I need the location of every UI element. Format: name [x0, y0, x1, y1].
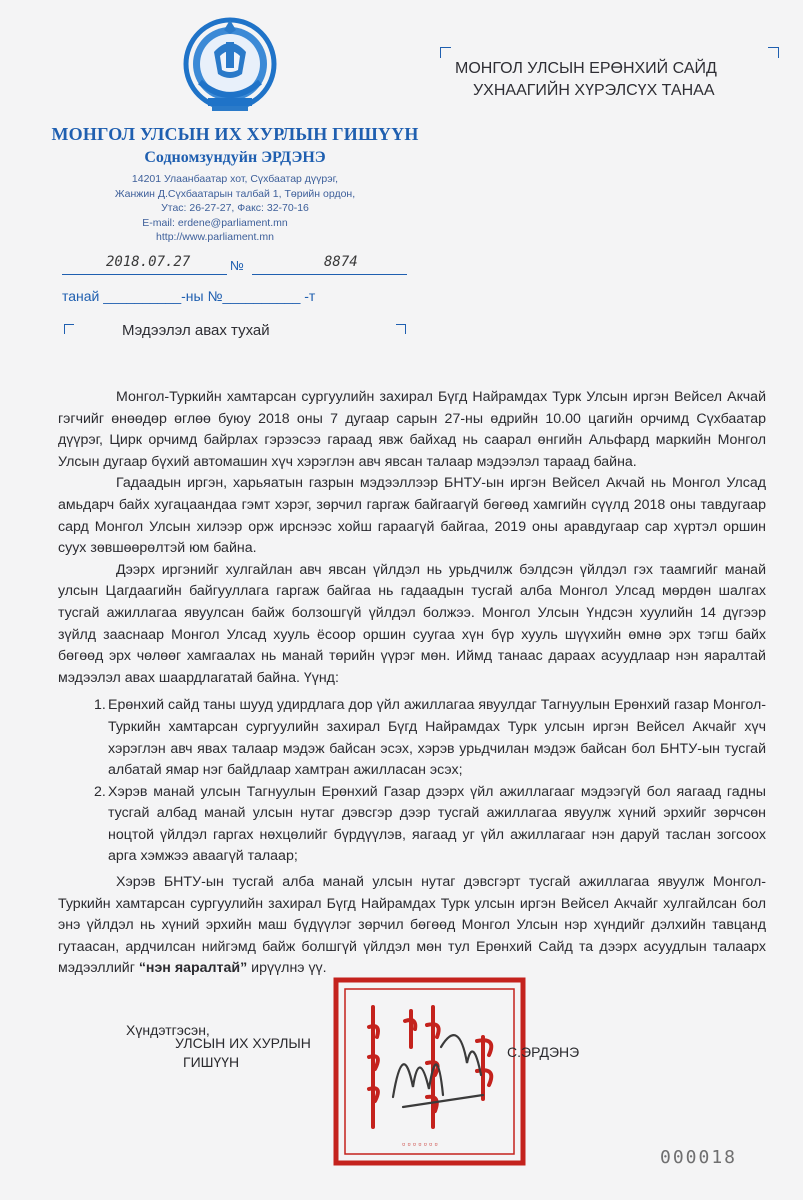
state-emblem-icon — [180, 12, 280, 122]
address-email: E-mail: erdene@parliament.mn — [142, 216, 288, 229]
letter-body — [58, 387, 766, 980]
date-underline — [62, 274, 227, 275]
official-stamp-icon — [333, 977, 526, 1166]
address-line: Жанжин Д.Сүхбаатарын талбай 1, Төрийн ордон, — [114, 187, 356, 200]
number-label: № — [230, 258, 244, 273]
recipient-block — [445, 58, 775, 102]
signatory-title — [175, 1034, 311, 1072]
address-line: 14201 Улаанбаатар хот, Сүхбаатар дүүрэг, — [131, 173, 339, 185]
body-paragraph — [58, 872, 766, 980]
urgent-emphasis: “нэн яаралтай” — [138, 960, 248, 977]
reference-line — [62, 256, 407, 276]
address-line: Утас: 26-27-27, Факс: 32-70-16 — [161, 202, 309, 214]
closing-paragraph-start: Хэрэв БНТУ-ын тусгай алба манай улсын нутаг дэвсгэрт тусгай ажиллагаа явуулж Монгол-Туркийн хамтарсан сургуулийн захирал Бүгд Найрамдах Турк улсын иргэн Вейсел Акчайг хулгайлсан бол энэ үйлдэл нь хүний эрхийн маш бүдүүлэг зөрчил бөгөөд Монгол Улсын нэр хүндийг дэлхийн тавцанд гутаасан, ардчилсан нийгэмд байж болшгүй үйлдэл мөн тул Ерөнхий Сайд та дээрх асуудлын талаарх мэдээллийг — [58, 874, 766, 977]
closing-paragraph-end: ирүүлнэ үү. — [247, 960, 327, 977]
handwritten-number: 8874 — [324, 254, 358, 270]
body-paragraph: Дээрх иргэнийг хулгайлан авч явсан үйлдэл нь урьдчилж бэлдсэн үйлдэл гэх таамгийг манай улсын Цагдаагийн байгууллага гаргаж байгаа нь гадаадын тусгай алба Монгол Улсад мөрдөн шалгах тусгай ажиллагаа явуулсан байж болзошгүй үйлдэл болжээ. Монгол Улсын Үндсэн хуулийн 14 дүгээр зүйлд зааснаар Монгол Улсад хууль ёсоор оршин суугаа хүн бүр хууль шүүхийн өмнө эрх тэгш байх бөгөөд эрх чөлөөг хамгаалах нь манай төрийн үүрэг мөн. Иймд танаас дараах асуудлаар нэн яаралтай мэдээлэл авах шаардлагатай байна. Үүнд: — [58, 561, 766, 686]
question-text: Хэрэв манай улсын Тагнуулын Ерөнхий Газар дээрх үйл ажиллагааг мэдээгүй бол яагаад гадны тусгай албад манай улсын нутаг дэвсгэр дээр тусгай ажиллагаа явуулж хүний эрхийг зөрчсөн ноцтой үйлдэл гаргах нөхцөлийг бүрдүүлэв, яагаад уг үйл ажиллагааг нэн даруй таслан зогсоох арга хэмжээ аваагүй талаар; — [108, 783, 766, 865]
signatory-title-line-2: ГИШҮҮН — [183, 1054, 240, 1070]
document-serial: 000018 — [660, 1147, 738, 1168]
question-number: 2. — [94, 783, 106, 800]
recipient-corner-right — [768, 47, 779, 58]
recipient-corner-left — [440, 47, 451, 58]
recipient-line-2: УХНААГИЙН ХҮРЭЛСҮХ ТАНАА — [473, 82, 715, 99]
regards: Хүндэтгэсэн, — [126, 1022, 210, 1038]
question-list — [58, 695, 766, 868]
subject-corner-right — [396, 324, 406, 334]
body-paragraph: Монгол-Туркийн хамтарсан сургуулийн захирал Бүгд Найрамдах Турк Улсын иргэн Вейсел Акчай гэгчийг өнөөдөр өглөө буюу 2018 оны 7 дугаар сарын 27-ны өдрийн 10.00 цагийн орчимд Сүхбаатар дүүрэг, Цирк орчимд байрлах гэрээсээ гараад явж байхад нь саарал өнгийн Альфард маркийн Монгол Улсын дугаар бүхий автомашин хүч хэрэглэн авч явсан талаар мэдээлэл тараад байна. — [58, 389, 766, 470]
subject-corner-left — [64, 324, 74, 334]
signatory-name: С.ЭРДЭНЭ — [507, 1044, 580, 1060]
subject-line: Мэдээлэл авах тухай — [122, 322, 270, 339]
question-item — [58, 782, 766, 868]
your-reference-text: танай __________-ны №__________ -т — [62, 288, 316, 304]
address-website: http://www.parliament.mn — [156, 231, 274, 243]
letterhead-address — [0, 172, 470, 245]
letterhead-person: Содномзундуйн ЭРДЭНЭ — [144, 149, 326, 166]
body-paragraph: Гадаадын иргэн, харьяатын газрын мэдээллээр БНТУ-ын иргэн Вейсел Акчай нь Монгол Улсад амьдарч байх хугацаандаа гэмт хэрэг, зөрчил гаргаж байгаагүй бөгөөд хамгийн сүүлд 2018 оны тавдугаар сард Монгол Улсын хилээр орж ирснээс хойш гараагүй байгаа, 2019 оны аравдугаар сар хүртэл оршин суух зөвшөөрөлтэй юм байна. — [58, 475, 766, 557]
svg-text:▫▫▫▫▫▫▫: ▫▫▫▫▫▫▫ — [401, 1140, 439, 1150]
number-underline — [252, 274, 407, 275]
handwritten-date: 2018.07.27 — [106, 254, 191, 270]
question-item — [58, 695, 766, 781]
signatory-title-line-1: УЛСЫН ИХ ХУРЛЫН — [175, 1035, 311, 1051]
letterhead-org: МОНГОЛ УЛСЫН ИХ ХУРЛЫН ГИШҮҮН — [51, 124, 419, 144]
recipient-line-1: МОНГОЛ УЛСЫН ЕРӨНХИЙ САЙД — [455, 60, 717, 77]
question-text: Ерөнхий сайд таны шууд удирдлага дор үйл ажиллагаа явуулдаг Тагнуулын Ерөнхий газар Монгол-Туркийн хамтарсан сургуулийн захирал Бүгд Найрамдах Турк улсын иргэн Вейсел Акчайг хүч хэрэглэн авч явах талаар мэдэж байсан эсэх, хэрэв урьдчилан мэдэж байсан бол БНТУ-ын тусгай албатай ямар нэг байдлаар хамтран ажилласан эсэх; — [108, 697, 766, 779]
question-number: 1. — [94, 697, 106, 714]
